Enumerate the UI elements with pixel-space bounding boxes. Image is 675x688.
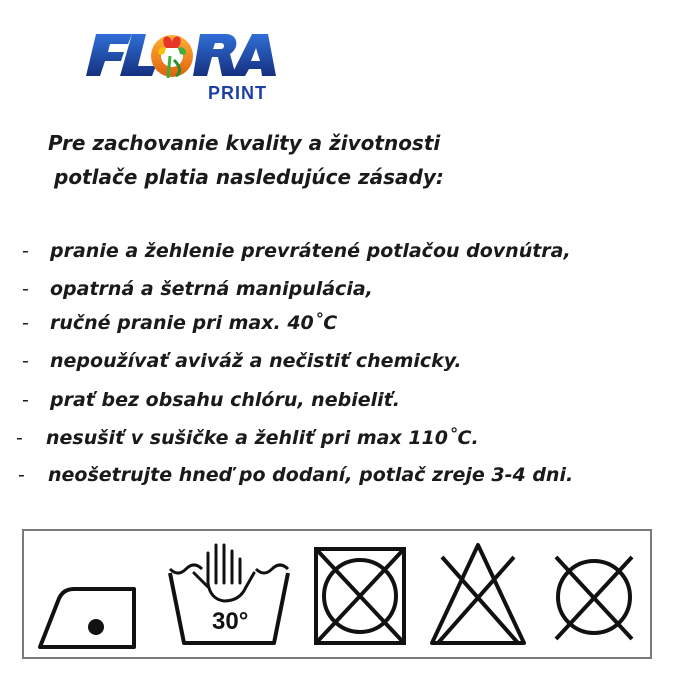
rule-text: nesušiť v sušičke a žehliť pri max 110˚C. xyxy=(46,427,479,449)
bullet-dash: - xyxy=(22,389,29,411)
bullet-dash: - xyxy=(22,350,29,372)
bullet-dash: - xyxy=(18,464,25,486)
rule-text: opatrná a šetrná manipulácia, xyxy=(50,278,373,300)
logo-print-text: PRINT xyxy=(208,83,267,103)
rule-text: pranie a žehlenie prevrátené potlačou dovnútra, xyxy=(50,240,571,262)
intro-line-2: potlače platia nasledujúce zásady: xyxy=(54,165,444,189)
bullet-dash: - xyxy=(22,312,29,334)
wash-temp-label: 30° xyxy=(212,608,249,635)
flora-print-logo xyxy=(86,24,286,104)
rule-text: neošetrujte hneď po dodaní, potlač zreje 3-4 dni. xyxy=(48,464,574,486)
intro-line-1: Pre zachovanie kvality a životnosti xyxy=(48,131,441,155)
rule-text: prať bez obsahu chlóru, nebieliť. xyxy=(50,389,400,411)
do-not-tumble-dry-icon xyxy=(312,539,408,651)
flower-icon xyxy=(151,35,193,78)
do-not-bleach-icon xyxy=(428,539,528,651)
rule-text: nepoužívať aviváž a nečistiť chemicky. xyxy=(50,350,462,372)
care-symbols-panel xyxy=(22,529,652,659)
bullet-dash: - xyxy=(22,240,29,262)
bullet-dash: - xyxy=(22,278,29,300)
rule-text: ručné pranie pri max. 40˚C xyxy=(50,312,338,334)
hand-wash-icon xyxy=(164,539,294,651)
do-not-dry-clean-icon xyxy=(546,539,642,651)
bullet-dash: - xyxy=(16,427,23,449)
iron-one-dot-icon xyxy=(38,539,148,651)
